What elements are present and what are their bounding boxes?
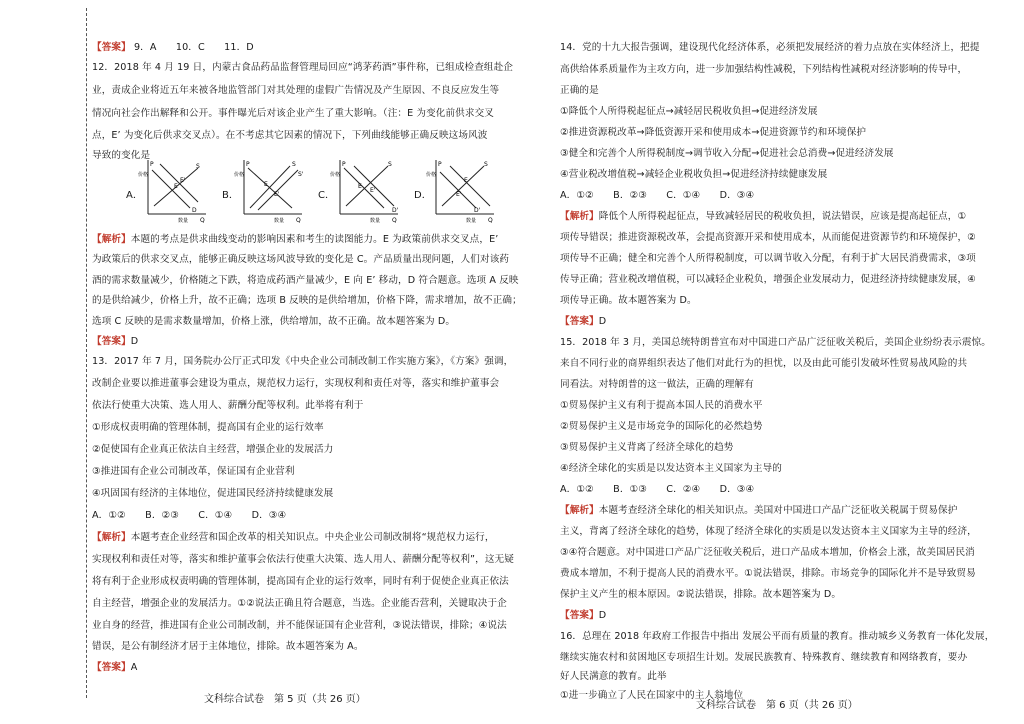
right-page xyxy=(560,0,995,724)
svg-text:S: S xyxy=(196,163,200,170)
q15-option2: ②贸易保护主义是市场竞争的国际化的必然趋势 xyxy=(560,421,763,432)
answer-12: 【答案】D xyxy=(92,336,139,347)
jx13-line3: 将有利于企业形成权责明确的管理体制，提高国有企业的运行效率，同时有利于促使企业真正依法 xyxy=(92,576,509,587)
svg-text:Q: Q xyxy=(488,217,493,224)
graph-qty-label: 数量 xyxy=(178,218,189,224)
q12-line3: 情况向社会作出解释和公开。事件曝光后对该企业产生了重大影响。（注：E 为变化前供求交叉 xyxy=(92,108,494,119)
graph-price-label: 价格 xyxy=(330,172,341,178)
q15-choices: A．①② B．①③ C．②④ D．③④ xyxy=(560,484,755,495)
q14-option4: ④营业税改增值税→减轻企业税收负担→促进经济持续健康发展 xyxy=(560,169,828,180)
jx13-line5: 业自身的经营，推进国有企业公司制改制，并不能保证国有企业营利，③说法错误，排除；④说法 xyxy=(92,620,507,631)
q15-option3: ③贸易保护主义背离了经济全球化的趋势 xyxy=(560,442,734,453)
left-footer: 文科综合试卷 第 5 页（共 26 页） xyxy=(204,694,366,705)
jx13-line1: 【解析】本题考查企业经营和国企改革的相关知识点。中央企业公司制改制将“规范权力运行， xyxy=(92,532,495,543)
svg-text:D': D' xyxy=(392,207,399,214)
q13-option3: ③推进国有企业公司制改革，保证国有企业营利 xyxy=(92,466,295,477)
q14-choices: A．①② B．②③ C．①④ D．③④ xyxy=(560,190,755,201)
graph-a-letter: A． xyxy=(126,190,143,201)
jx13-line6: 错误，是公有制经济才居于主体地位，排除。故本题答案为 A。 xyxy=(92,641,364,652)
answer-14: 【答案】D xyxy=(560,316,607,327)
graph-qty-label: 数量 xyxy=(466,218,477,224)
right-footer: 文科综合试卷 第 6 页（共 26 页） xyxy=(696,700,858,711)
jx14-line5: 项传导正确。故本题答案为 D。 xyxy=(560,295,697,306)
jx14-line4: 传导正确；营业税改增值税，可以减轻企业税负，增强企业发展动力，促进经济持续健康发展，④ xyxy=(560,274,976,285)
svg-text:E': E' xyxy=(456,191,462,198)
q15-option4: ④经济全球化的实质是以发达资本主义国家为主导的 xyxy=(560,463,782,474)
svg-text:E: E xyxy=(174,183,178,190)
svg-text:E: E xyxy=(464,177,468,184)
jx12-line4: 的是供给减少，价格上升，故不正确；选项 B 反映的是供给增加，价格下降，需求增加，故不正确； xyxy=(92,295,522,306)
svg-text:P: P xyxy=(150,161,154,168)
svg-text:P: P xyxy=(438,161,442,168)
jx12-line3: 酒的需求数量减少，价格随之下跌，将造成药酒产量减少，E 向 E’ 移动，D 符合题意。选项 A 反映 xyxy=(92,275,519,286)
q14-line3: 正确的是 xyxy=(560,85,599,96)
q15-line3: 同看法。对特朗普的这一做法，正确的理解有 xyxy=(560,379,754,390)
svg-text:S': S' xyxy=(298,171,304,178)
q12-line4: 点，E’ 为变化后供求交叉点）。在不考虑其它因素的情况下，下列曲线能够正确反映这场风波 xyxy=(92,130,488,141)
graph-a-figure xyxy=(140,156,220,226)
q14-line1: 14．党的十九大报告强调，建设现代化经济体系，必须把发展经济的着力点放在实体经济上，把提 xyxy=(560,42,980,53)
graph-qty-label: 数量 xyxy=(274,218,285,224)
jx12-line1: 【解析】本题的考点是供求曲线变动的影响因素和考生的读图能力。E 为政策前供求交叉点，E’ xyxy=(92,234,499,245)
graph-price-label: 价格 xyxy=(234,172,245,178)
graph-b-letter: B． xyxy=(222,190,239,201)
q15-line1: 15．2018 年 3 月，美国总统特朗普宣布对中国进口产品广泛征收关税后，美国企业纷纷表示震惊。 xyxy=(560,337,991,348)
graph-b-figure xyxy=(236,156,316,226)
jx13-line4: 自主经营，增强企业的发展活力。①②说法正确且符合题意，当选。企业能否营利，关键取决于企 xyxy=(92,598,507,609)
graph-d-letter: D． xyxy=(414,190,432,201)
jx15-line5: 保护主义产生的根本原因。②说法错误，排除。故本题答案为 D。 xyxy=(560,589,842,600)
svg-text:E': E' xyxy=(274,191,280,198)
q13-choices: A．①② B．②③ C．①④ D．③④ xyxy=(92,510,287,521)
q16-line3: 好人民满意的教育。此举 xyxy=(560,671,667,682)
graph-d-figure xyxy=(428,156,508,226)
q13-line3: 依法行使重大决策、选人用人、薪酬分配等权利。此举将有利于 xyxy=(92,400,364,411)
graph-price-label: 价格 xyxy=(426,172,437,178)
svg-text:S: S xyxy=(388,161,392,168)
jx15-line2: 主义，背离了经济全球化的趋势，体现了经济全球化的实质是以发达资本主义国家为主导的经济， xyxy=(560,526,977,537)
q16-line2: 继续实施农村和贫困地区专项招生计划。发展民族教育、特殊教育、继续教育和网络教育，要办 xyxy=(560,652,968,663)
svg-text:D': D' xyxy=(474,207,481,214)
jx12-line2: 为政策后的供求交叉点，能够正确反映这场风波导致的变化是 C。产品质量出现问题，人们对该药 xyxy=(92,254,510,265)
svg-text:Q: Q xyxy=(200,217,205,224)
q14-option2: ②推进资源税改革→降低资源开采和使用成本→促进资源节约和环境保护 xyxy=(560,127,867,138)
left-page xyxy=(92,0,522,724)
svg-text:E': E' xyxy=(370,187,376,194)
answer-13: 【答案】A xyxy=(92,662,138,673)
jx15-line1: 【解析】本题考查经济全球化的相关知识点。美国对中国进口产品广泛征收关税属于贸易保护 xyxy=(560,505,958,516)
jx14-line2: 项传导错误；推进资源税改革，会提高资源开采和使用成本，从而能促进资源节约和环境保护，② xyxy=(560,232,976,243)
q14-option1: ①降低个人所得税起征点→减轻居民税收负担→促进经济发展 xyxy=(560,106,818,117)
q13-option4: ④巩固国有经济的主体地位，促进国民经济持续健康发展 xyxy=(92,488,334,499)
svg-text:E: E xyxy=(358,183,362,190)
jx15-line3: ③④符合题意。对中国进口产品广泛征收关税后，进口产品成本增加，价格会上涨，故美国居民消 xyxy=(560,547,975,558)
svg-text:P: P xyxy=(246,161,250,168)
answer-15: 【答案】D xyxy=(560,610,607,621)
q13-option1: ①形成权责明确的管理体制，提高国有企业的运行效率 xyxy=(92,422,324,433)
q13-line1: 13．2017 年 7 月，国务院办公厅正式印发《中央企业公司制改制工作实施方案》，《方案》强调， xyxy=(92,356,514,367)
q12-line1: 12．2018 年 4 月 19 日，内蒙古食品药品监督管理局回应“鸿茅药酒”事件称，已组成检查组赴企 xyxy=(92,62,514,73)
svg-text:Q: Q xyxy=(392,217,397,224)
graph-c xyxy=(318,156,398,226)
graph-price-label: 价格 xyxy=(138,172,149,178)
svg-text:E': E' xyxy=(180,177,186,184)
q14-option3: ③健全和完善个人所得税制度→调节收入分配→促进社会总消费→促进经济发展 xyxy=(560,148,894,159)
graph-a xyxy=(126,156,206,226)
q13-option2: ②促使国有企业真正依法自主经营，增强企业的发展活力 xyxy=(92,444,334,455)
graph-qty-label: 数量 xyxy=(370,218,381,224)
q15-option1: ①贸易保护主义有利于提高本国人民的消费水平 xyxy=(560,400,763,411)
svg-text:D: D xyxy=(192,207,197,214)
q15-line2: 来自不同行业的商界组织表达了他们对此行为的担忧，以及由此可能引发破坏性贸易战风险的共 xyxy=(560,358,968,369)
jx14-line3: 项传导不正确；健全和完善个人所得税制度，可以调节收入分配，有利于扩大居民消费需求，③项 xyxy=(560,253,976,264)
q16-option1: ①进一步确立了人民在国家中的主人翁地位 xyxy=(560,690,744,701)
answer-9-11: 【答案】 9．A 10．C 11．D xyxy=(92,42,254,53)
supply-demand-graphs xyxy=(126,156,506,226)
jx13-line2: 实现权利和责任对等，落实和维护董事会依法行使重大决策、选人用人、薪酬分配等权利”，这无疑 xyxy=(92,554,514,565)
svg-text:P: P xyxy=(342,161,346,168)
svg-text:E: E xyxy=(264,181,268,188)
jx12-line5: 选项 C 反映的是需求数量增加，价格上涨，供给增加，故不正确。故本题答案为 D。 xyxy=(92,316,456,327)
q12-line5: 导致的变化是 xyxy=(92,150,151,161)
svg-text:S: S xyxy=(484,161,488,168)
jx14-line1: 【解析】降低个人所得税起征点，导致减轻居民的税收负担，说法错误，应该是提高起征点，① xyxy=(560,211,967,222)
q12-line2: 业，责成企业将近五年来被各地监管部门对其处理的虚假广告情况及产生原因、不良反应发生等 xyxy=(92,85,500,96)
svg-text:S: S xyxy=(292,161,296,168)
jx15-line4: 费成本增加，不利于提高人民的消费水平。①说法错误，排除。市场竞争的国际化并不是导致贸易 xyxy=(560,568,976,579)
q14-line2: 高供给体系质量作为主攻方向，进一步加强结构性减税，下列结构性减税对经济影响的传导中， xyxy=(560,64,968,75)
q13-line2: 改制企业要以推进董事会建设为重点，规范权力运行，实现权利和责任对等，落实和维护董事会 xyxy=(92,378,500,389)
left-margin-dashed-rule xyxy=(86,8,87,698)
graph-c-figure xyxy=(332,156,412,226)
svg-text:Q: Q xyxy=(296,217,301,224)
q16-line1: 16．总理在 2018 年政府工作报告中指出 发展公平而有质量的教育。推动城乡义务教育一体化发展， xyxy=(560,631,995,642)
graph-c-letter: C． xyxy=(318,190,335,201)
graph-b xyxy=(222,156,302,226)
graph-d xyxy=(414,156,494,226)
